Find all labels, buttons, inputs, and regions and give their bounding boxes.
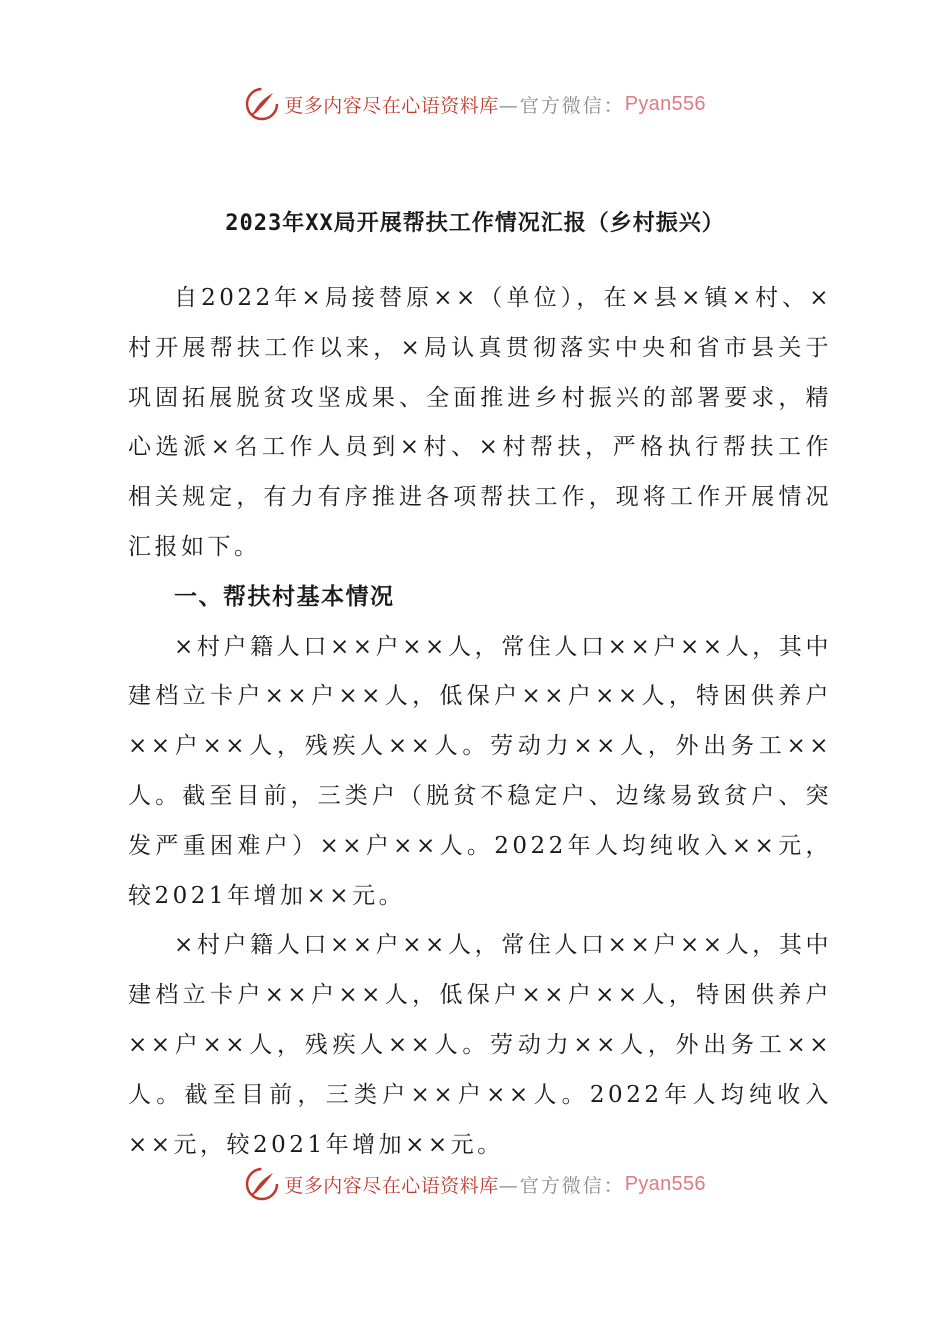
footer-banner-inner — [244, 1166, 706, 1202]
document-title: 2023年XX局开展帮扶工作情况汇报（乡村振兴） — [225, 211, 725, 236]
section-heading-basic-situation: 一、帮扶村基本情况 — [174, 583, 395, 610]
quill-logo-icon — [244, 1166, 280, 1202]
header-banner-inner — [244, 86, 706, 122]
quill-logo-icon — [244, 86, 280, 122]
intro-paragraph: 自2022年×局接替原××（单位），在×县×镇×村、×村开展帮扶工作以来，×局认真贯彻落实中央和省市县关于巩固拓展脱贫攻坚成果、全面推进乡村振兴的部署要求，精心选派×名工作人员到×村、×村帮扶，严格执行帮扶工作相关规定，有力有序推进各项帮扶工作，现将工作开展情况汇报如下。 — [128, 285, 832, 560]
footer-banner-red-text: 更多内容尽在心语资料库 — [284, 1174, 499, 1197]
header-banner-red-text: 更多内容尽在心语资料库 — [284, 94, 499, 117]
document-body — [128, 274, 832, 1170]
village-one-paragraph: ×村户籍人口××户××人，常住人口××户××人，其中建档立卡户××户××人，低保户××户××人，特困供养户××户××人，残疾人××人。劳动力××人，外出务工××人。截至目前，三类户（脱贫不稳定户、边缘易致贫户、突发严重困难户）××户××人。2022年人均纯收入××元，较2021年增加××元。 — [128, 633, 832, 909]
footer-banner-dash-text: —官方微信： — [498, 1174, 625, 1197]
footer-watermark-banner — [0, 1162, 950, 1206]
header-watermark-banner — [0, 82, 950, 126]
village-two-paragraph: ×村户籍人口××户××人，常住人口××户××人，其中建档立卡户××户××人，低保户××户××人，特困供养户××户××人，残疾人××人。劳动力××人，外出务工××人。截至目前，三类户××户××人。2022年人均纯收入××元，较2021年增加××元。 — [128, 932, 832, 1158]
footer-banner-wechat-id: Pyan556 — [624, 1172, 706, 1195]
header-banner-wechat-id: Pyan556 — [624, 92, 706, 115]
header-banner-dash-text: —官方微信： — [498, 94, 625, 117]
